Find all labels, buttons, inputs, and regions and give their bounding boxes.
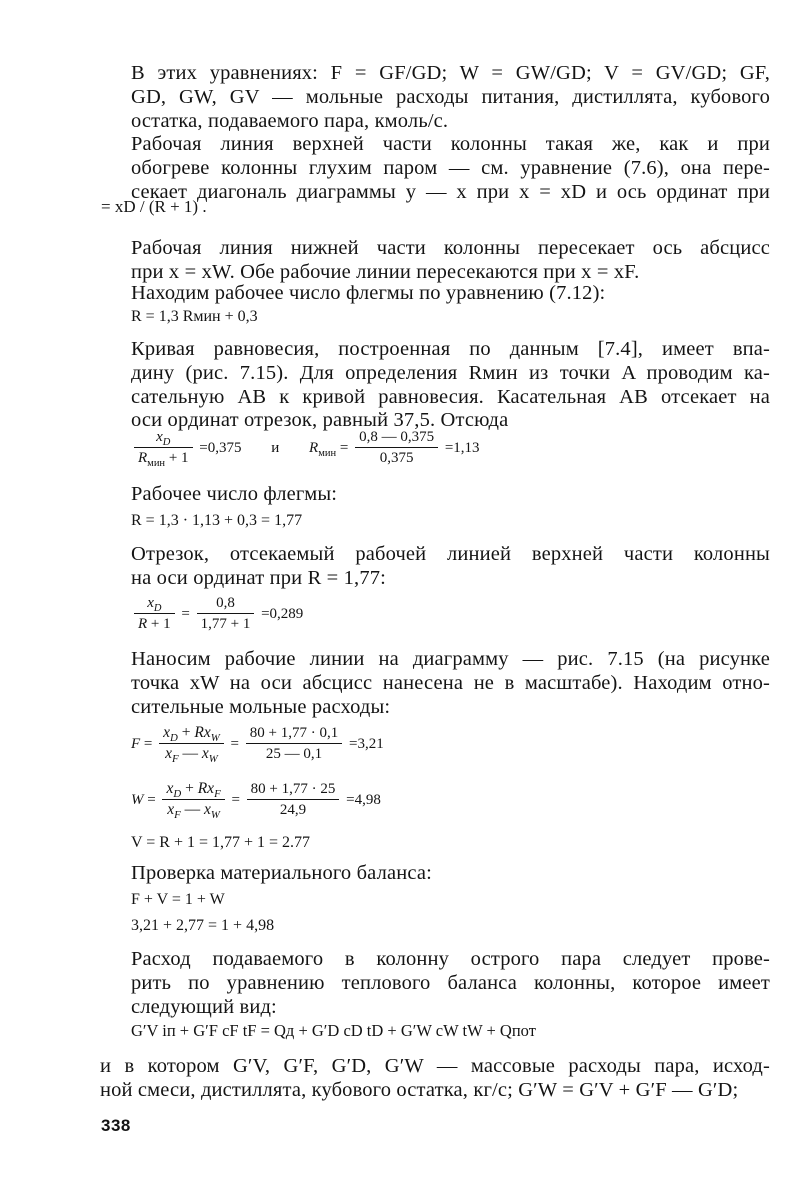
text-line: и в котором G′V, G′F, G′D, G′W — массовые расходы пара, исход- <box>100 1055 770 1077</box>
text-line: сительные мольные расходы: <box>131 695 391 718</box>
equation-r-value <box>131 512 302 530</box>
denominator: 24,9 <box>279 802 307 818</box>
denominator: $x_F$ — $x_W$ <box>165 745 218 766</box>
paragraph-balance-check <box>100 862 770 886</box>
value: 0,375 <box>207 439 242 456</box>
text-line: сательную AB к кривой равновесия. Касательная AB отсекает на <box>131 385 770 408</box>
paragraph-lower-line <box>100 237 770 285</box>
text-line: оси ординат отрезок, равный 37,5. Отсюда <box>131 409 509 432</box>
paragraph-upper-line <box>100 133 770 204</box>
numerator: $x_D$ <box>134 594 175 614</box>
fraction-w-numeric <box>247 780 340 819</box>
intercept-fraction <box>101 198 207 216</box>
numerator: 80 + 1,77 · 0,1 <box>246 724 342 744</box>
text-line: Рабочая линия верхней части колонны такая же, как и при <box>131 133 770 155</box>
paragraph-plotting <box>100 648 770 719</box>
denominator: 1,77 + 1 <box>200 616 251 632</box>
page-number: 338 <box>101 1116 131 1135</box>
equation-text: R = 1,3 · 1,13 + 0,3 = 1,77 <box>131 512 303 529</box>
text-line: обогреве колонны глухим паром — см. уравнение (7.6), она пере- <box>131 156 770 179</box>
paragraph-equilibrium <box>100 338 770 433</box>
text-line: Кривая равновесия, построенная по данным [7.4], имеет впа- <box>131 338 770 360</box>
equation-rmin: $\frac{x_D}{R_{мин} + 1}$ =0,375 и $R_{мин}$ = $\frac{0,8 — 0,375}{0,375}$ =1,13 <box>131 428 480 467</box>
fraction-f-numeric <box>246 724 342 763</box>
fraction-rmin <box>355 428 438 467</box>
denominator: 0,375 <box>379 450 414 466</box>
result: 4,98 <box>354 791 381 808</box>
equation-f: F = $\frac{x_D + Rx_W}{x_F — x_W}$ = $\frac{80 + 1,77 \cdot 0,1}{25 — 0,1}$ =3,21 <box>131 724 384 766</box>
equation-text: V = R + 1 = 1,77 + 1 = 2.77 <box>131 834 311 851</box>
text-line: точка xW на оси абсцисс нанесена не в масштабе). Находим отно- <box>131 671 770 694</box>
equation-text: F + V = 1 + W <box>131 891 225 908</box>
numerator: $x_D + Rx_W$ <box>159 724 224 744</box>
result: 3,21 <box>357 735 384 752</box>
equation-balance-numeric <box>131 917 274 935</box>
numerator: 80 + 1,77 · 25 <box>247 780 340 800</box>
denominator: $x_F$ — $x_W$ <box>167 801 220 822</box>
denominator: 25 — 0,1 <box>265 746 323 762</box>
equation-segment: $\frac{x_D}{R + 1}$ = $\frac{0,8}{1,77 + 1}$ =0,289 <box>131 594 303 633</box>
text-line: Рабочее число флегмы: <box>131 483 338 505</box>
text-line: секает диагональ диаграммы y — x при x = xD и ось ординат при <box>131 180 770 203</box>
equation-text: 3,21 + 2,77 = 1 + 4,98 <box>131 917 275 934</box>
text-line: В этих уравнениях: F = GF/GD; W = GW/GD; V = GV/GD; GF, <box>131 62 770 84</box>
paragraph-segment <box>100 543 770 591</box>
fraction-w-symbolic <box>162 780 224 822</box>
result: 1,13 <box>453 439 480 456</box>
numerator: $x_D$ <box>134 428 193 448</box>
denominator: R + 1 <box>138 616 171 632</box>
fraction-f-symbolic <box>159 724 224 766</box>
text-line: Рабочая линия нижней части колонны пересекает ось абсцисс <box>131 237 770 259</box>
paragraph-reflux <box>100 282 770 306</box>
equation-heat-balance <box>131 1022 536 1040</box>
numerator: $x_D + Rx_F$ <box>162 780 224 800</box>
equation-w: W = $\frac{x_D + Rx_F}{x_F — x_W}$ = $\frac{80 + 1,77 \cdot 25}{24,9}$ =4,98 <box>131 780 381 822</box>
text-line: Расход подаваемого в колонну острого пара следует прове- <box>131 948 770 970</box>
text-line: дину (рис. 7.15). Для определения Rмин из точки A проводим ка- <box>131 361 770 384</box>
paragraph-mass-flows <box>100 1055 770 1103</box>
fraction-xd-rmin <box>134 428 193 467</box>
numerator: 0,8 — 0,375 <box>355 428 438 448</box>
result: 0,289 <box>269 605 304 622</box>
text-line: Находим рабочее число флегмы по уравнению (7.12): <box>131 282 606 304</box>
numerator: 0,8 <box>197 594 255 614</box>
text-line: Отрезок, отсекаемый рабочей линией верхней части колонны <box>131 543 770 565</box>
denominator: $R_{мин} + 1$ <box>138 450 189 469</box>
paragraph-steam <box>100 948 770 1019</box>
equation-text: R = 1,3 Rмин + 0,3 <box>131 308 258 325</box>
fraction-xd-r <box>134 594 175 633</box>
text-line: на оси ординат при R = 1,77: <box>131 566 386 589</box>
text-line: при x = xW. Обе рабочие линии пересекаются при x = xF. <box>131 260 640 283</box>
text-line: следующий вид: <box>131 995 277 1018</box>
text-line: GD, GW, GV — мольные расходы питания, дистиллята, кубового <box>131 85 770 108</box>
conjunction: и <box>271 439 280 456</box>
text-line: Наносим рабочие линии на диаграмму — рис. 7.15 (на рисунке <box>131 648 770 670</box>
fraction-numeric <box>197 594 255 633</box>
equation-balance <box>131 891 225 909</box>
text-line: Проверка материального баланса: <box>131 862 432 884</box>
equation-text: G′V iп + G′F cF tF = Qд + G′D cD tD + G′W cW tW + Qпот <box>131 1021 536 1040</box>
paragraph-reflux-number <box>100 483 770 507</box>
equation-reflux <box>131 308 258 326</box>
text-line: рить по уравнению теплового баланса колонны, которое имеет <box>131 971 770 994</box>
text-line: остатка, подаваемого пара, кмоль/с. <box>131 109 449 132</box>
fraction-text: = xD / (R + 1) . <box>101 197 207 216</box>
text-line: ной смеси, дистиллята, кубового остатка, кг/с; G′W = G′V + G′F — G′D; <box>100 1078 739 1101</box>
paragraph-notation <box>100 62 770 133</box>
equation-v <box>131 834 310 852</box>
